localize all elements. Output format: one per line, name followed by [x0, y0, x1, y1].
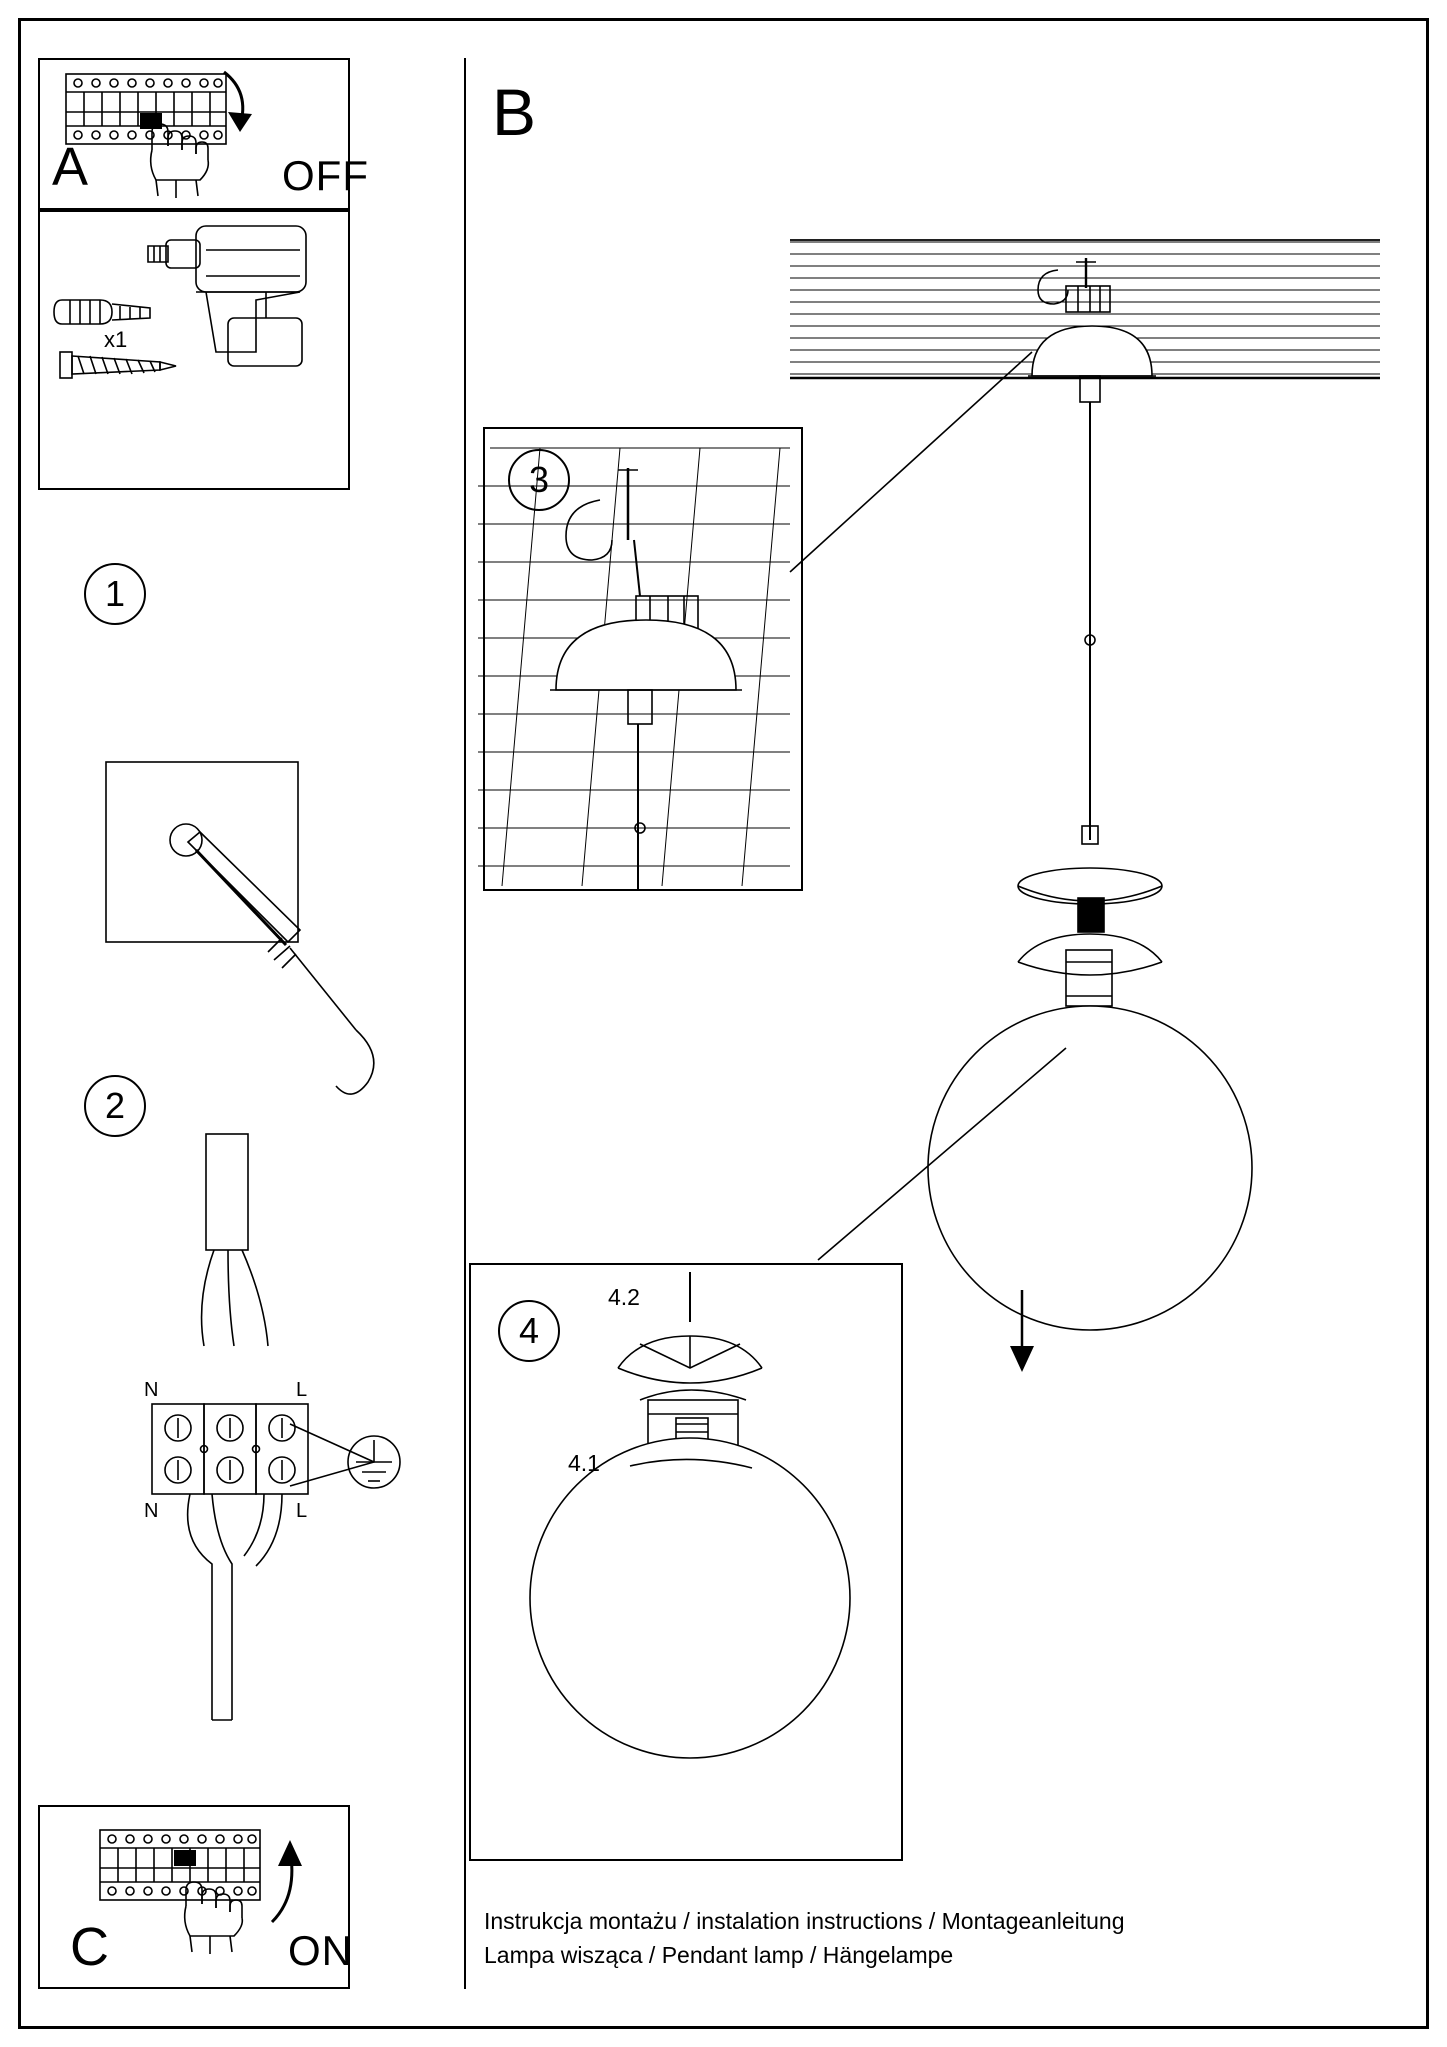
footer-line-2: Lampa wisząca / Pendant lamp / Hängelampe [484, 1942, 954, 1968]
breaker-on-label: ON [288, 1927, 353, 1974]
panel-a-letter: A [52, 137, 89, 197]
arrow-down-curved-icon-a [224, 72, 252, 132]
terminal-label-l-top: L [296, 1379, 308, 1401]
terminal-label-n-top: N [144, 1379, 159, 1401]
terminal-label-n-bottom: N [144, 1500, 159, 1522]
step-4-number [498, 1300, 560, 1362]
step-2-number [84, 1075, 146, 1137]
panel-b-letter: B [492, 75, 537, 149]
step-3-number [508, 449, 570, 511]
step-4-sublabel-41: 4.1 [568, 1450, 600, 1476]
step-4-sublabel-42: 4.2 [608, 1284, 640, 1310]
footer-line-1: Instrukcja montażu / instalation instructions / Montageanleitung [484, 1908, 1125, 1934]
drill-hole-and-hook-icon [106, 762, 374, 1094]
step-1-number [84, 563, 146, 625]
column-divider [464, 58, 466, 1989]
step-2-number-label: 2 [104, 1085, 126, 1126]
breaker-off-label: OFF [282, 152, 369, 199]
circuit-breaker-panel-icon-a [66, 74, 226, 144]
terminal-block-wiring-icon [152, 1134, 400, 1720]
step-3-number-label: 3 [528, 459, 550, 500]
dowel-quantity-label: x1 [104, 327, 128, 352]
ceiling-canopy-icon-b [1018, 258, 1162, 1006]
panel-c-letter: C [70, 1917, 109, 1977]
terminal-label-l-bottom: L [296, 1500, 308, 1522]
step-4-number-label: 4 [518, 1310, 540, 1351]
step-1-number-label: 1 [104, 573, 126, 614]
glass-globe-shade-icon-b [928, 1006, 1252, 1330]
leader-line-canopy [790, 352, 1032, 572]
hook-ceiling-mount-icon [478, 448, 790, 890]
panel-a-tools-frame [38, 210, 350, 490]
globe-shade-assembly-icon [530, 1272, 1034, 1758]
